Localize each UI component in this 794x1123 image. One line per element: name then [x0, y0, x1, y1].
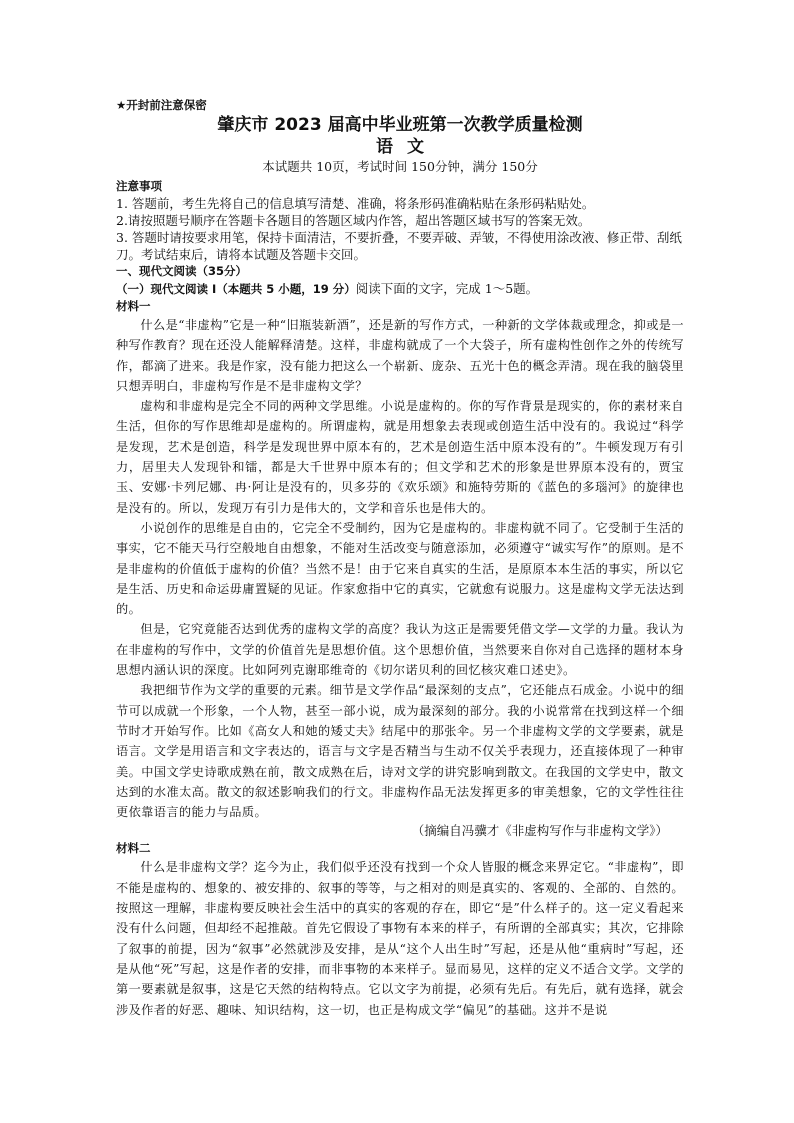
sub-section-instruction: 阅读下面的文字，完成 1～5题。	[355, 281, 539, 296]
note-item: 3. 答题时请按要求用笔，保持卡面清洁，不要折叠，不要弄破、弄皱，不得使用涂改液、修正带、刮纸刀。考试结束后，请将本试题及答题卡交回。	[116, 230, 682, 262]
paragraph: 什么是“非虚构”它是一种“旧瓶装新酒”，还是新的写作方式，一种新的文学体裁或理念，抑或是一种写作教育？现在还没人能解释清楚。这样，非虚构就成了一个大袋子，所有虚构性创作之外的传统写作，都滴了进来。我是作家，没有能力把这么一个崭新、庞杂、五光十色的概念弄清。现在我的脑袋里只想弄明白，非虚构写作是不是非虚构文学？	[116, 318, 684, 393]
section-heading: 一、现代文阅读（35分）	[116, 264, 248, 278]
confidential-notice: ★开封前注意保密	[116, 98, 207, 112]
sub-section-heading	[116, 280, 684, 298]
exam-info: 本试题共 10页，考试时间 150分钟，满分 150分	[262, 159, 538, 174]
paragraph: 什么是非虚构文学？迄今为止，我们似乎还没有找到一个众人皆服的概念来界定它。“非虚构”，即不能是虚构的、想象的、被安排的、叙事的等等，与之相对的则是真实的、客观的、全部的、自然的。按照这一理解，非虚构要反映社会生活中的真实的客观的存在，即它“是”什么样子的。这一定义看起来没有什么问题，但却经不起推敲。首先它假设了事物有本来的样子，有所谓的全部真实；其次，它排除了叙事的前提，因为“叙事”必然就涉及安排，是从“这个人出生时”写起，还是从他“重病时”写起，还是从他“死”写起，这是作者的安排，而非事物的本来样子。显而易见，这样的定义不适合文学。文学的第一要素就是叙事，这是它天然的结构特点。它以文字为前提，必须有先后。有先后，就有选择，就会涉及作者的好恶、趣味、知识结构，这一切，也正是构成文学“偏见”的基础。这并不是说	[116, 860, 684, 1017]
exam-title: 肇庆市 2023 届高中毕业班第一次教学质量检测	[217, 115, 583, 135]
material-one-heading: 材料一	[116, 299, 151, 313]
paragraph: 但是，它究竟能否达到优秀的虚构文学的高度？我认为这正是需要凭借文学—文学的力量。我认为在非虚构的写作中，文学的价值首先是思想价值。这个思想价值，当然要来自你对自己选择的题材本身思想内涵认识的深度。比如阿列克谢耶维奇的《切尔诺贝利的回忆核灾难口述史》。	[116, 622, 684, 678]
subject-title: 语文	[376, 137, 438, 157]
source-citation: （摘编自冯骥才《非虚构写作与非虚构文学》）	[411, 823, 668, 839]
paragraph: 小说创作的思维是自由的，它完全不受制约，因为它是虚构的。非虚构就不同了。它受制于生活的事实，它不能天马行空般地自由想象，不能对生活改变与随意添加，必须遵守“诚实写作”的原则。是不是非虚构的价值低于虚构的价值？当然不是！由于它来自真实的生活，是原原本本生活的事实，所以它是生活、历史和命运毋庸置疑的见证。作家愈指中它的真实，它就愈有说服力。这是虚构文学无法达到的。	[116, 520, 684, 617]
sub-section-label: （一）现代文阅读 I（本题共 5 小题，19 分）	[116, 282, 356, 296]
note-item: 2.请按照题号顺序在答题卡各题目的答题区域内作答，超出答题区域书写的答案无效。	[116, 213, 591, 228]
document-page	[116, 98, 684, 1020]
paragraph: 虚构和非虚构是完全不同的两种文学思维。小说是虚构的。你的写作背景是现实的，你的素材来自生活，但你的写作思维却是虚构的。所谓虚构，就是用想象去表现或创造生活中没有的。我说过“科学是发现，艺术是创造，科学是发现世界中原本有的，艺术是创造生活中原本没有的”。牛顿发现万有引力，居里夫人发现钋和镭，都是大千世界中原本有的；但文学和艺术的形象是世界原本没有的，贾宝玉、安娜·卡列尼娜、冉·阿让是没有的，贝多芬的《欢乐颂》和施特劳斯的《蓝色的多瑙河》的旋律也是没有的。所以，发现万有引力是伟大的，文学和音乐也是伟大的。	[116, 399, 684, 515]
paragraph: 我把细节作为文学的重要的元素。细节是文学作品“最深刻的支点”，它还能点石成金。小说中的细节可以成就一个形象，一个人物，甚至一部小说，成为最深刻的部分。我的小说常常在找到这样一个细节时才开始写作。比如《高女人和她的矮丈夫》结尾中的那张伞。另一个非虚构文学的文学要素，就是语言。文学是用语言和文字表达的，语言与文字是否精当与生动不仅关乎表现力，还直接体现了一种审美。中国文学史诗歌成熟在前，散文成熟在后，诗对文学的讲究影响到散文。在我国的文学史中，散文达到的水准太高。散文的叙述影响我们的行文。非虚构作品无法发挥更多的审美想象，它的文学性往往更依靠语言的能力与品质。	[116, 683, 684, 820]
note-item: 1. 答题前，考生先将自己的信息填写清楚、准确，将条形码准确粘贴在条形码粘贴处。	[116, 196, 595, 211]
material-two-heading: 材料二	[116, 841, 151, 856]
notes-heading: 注意事项	[116, 179, 162, 193]
